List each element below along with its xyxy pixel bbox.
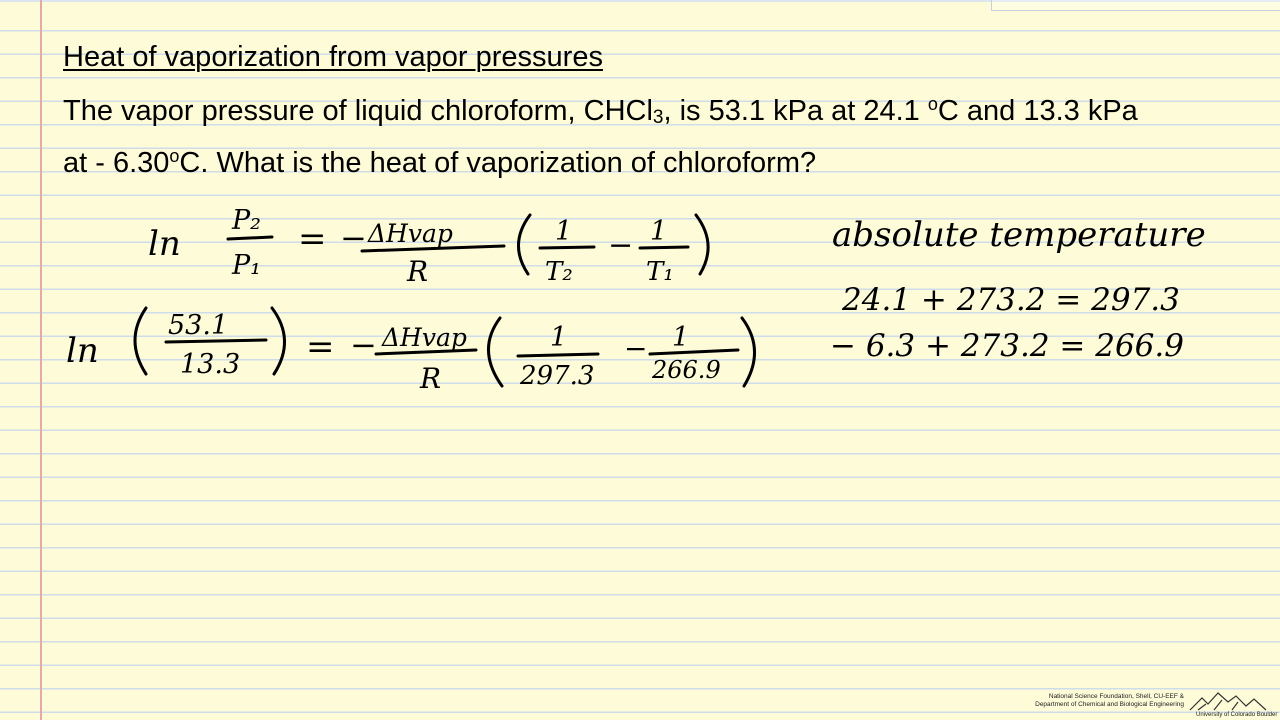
eq2-one-a: 1 (550, 322, 568, 353)
absolute-temperature-row-2: − 6.3 + 273.2 = 266.9 (830, 328, 1184, 364)
eq2-fraction-bar-1 (166, 340, 266, 342)
absolute-temperature-heading: absolute temperature (832, 215, 1206, 255)
degree-mark-1: o (927, 94, 938, 114)
credits-line-1: National Science Foundation, Shell, CU-EEF & (1048, 693, 1184, 700)
eq1-t1: T₁ (646, 257, 674, 287)
equation-1 (148, 205, 708, 288)
eq2-right-paren-2 (742, 318, 755, 386)
eq1-one-a: 1 (555, 216, 573, 247)
eq2-ln: ln (66, 331, 99, 371)
eq1-right-paren (696, 215, 708, 274)
eq2-fraction-bar-4 (650, 350, 738, 354)
university-label: University of Colorado Boulder (1196, 712, 1278, 718)
eq1-minus: − (340, 219, 367, 257)
eq2-one-b: 1 (672, 322, 690, 353)
eq2-left-paren-2 (488, 318, 502, 386)
credits (1012, 693, 1184, 709)
eq1-fraction-bar-4 (640, 247, 688, 248)
page-title: Heat of vaporization from vapor pressures (63, 41, 603, 73)
absolute-temperature-row-1: 24.1 + 273.2 = 297.3 (842, 282, 1180, 318)
mountain-logo-icon (1188, 690, 1268, 712)
eq2-minus2: − (624, 332, 648, 365)
eq2-den-a: 297.3 (520, 361, 595, 391)
degree-mark-2: o (169, 146, 180, 166)
credits-line-2: Department of Chemical and Biological Engineering (1035, 701, 1184, 708)
eq1-fraction-bar-1 (228, 237, 272, 239)
problem-line1-mid: , is 53.1 kPa at 24.1 (663, 95, 920, 127)
eq1-ln: ln (148, 224, 181, 264)
eq1-one-b: 1 (650, 216, 668, 247)
eq2-right-paren-1 (272, 308, 285, 374)
eq1-minus2: − (608, 228, 634, 263)
eq1-t2: T₂ (545, 257, 573, 287)
eq2-den-b: 266.9 (652, 356, 721, 384)
eq2-denominator: 13.3 (180, 349, 241, 380)
problem-line2-suffix: C. What is the heat of vaporization of chloroform? (179, 147, 817, 179)
eq2-equals: = (306, 327, 335, 367)
eq1-left-paren (518, 215, 530, 274)
eq2-fraction-bar-3 (518, 354, 598, 356)
eq1-delta-h-vap: ΔHvap (368, 219, 453, 248)
eq1-r: R (407, 255, 429, 288)
equation-2 (66, 308, 755, 395)
problem-line1-suffix: C and 13.3 kPa (937, 95, 1138, 127)
eq2-minus: − (350, 326, 377, 364)
eq1-equals: = (298, 219, 327, 259)
eq2-numerator: 53.1 (168, 310, 229, 341)
eq1-fraction-bar-3 (540, 247, 594, 248)
formula-subscript: 3 (652, 107, 664, 128)
eq1-numerator: P₂ (232, 205, 261, 236)
problem-line1-prefix: The vapor pressure of liquid chloroform, CHCl (63, 95, 653, 127)
eq2-delta-h-vap: ΔHvap (382, 323, 467, 352)
eq2-r: R (420, 362, 442, 395)
absolute-temperature-notes (830, 215, 1206, 364)
problem-line2-prefix: at - 6.30 (63, 147, 170, 179)
eq1-denominator: P₁ (232, 250, 261, 281)
eq2-left-paren-1 (135, 308, 146, 374)
